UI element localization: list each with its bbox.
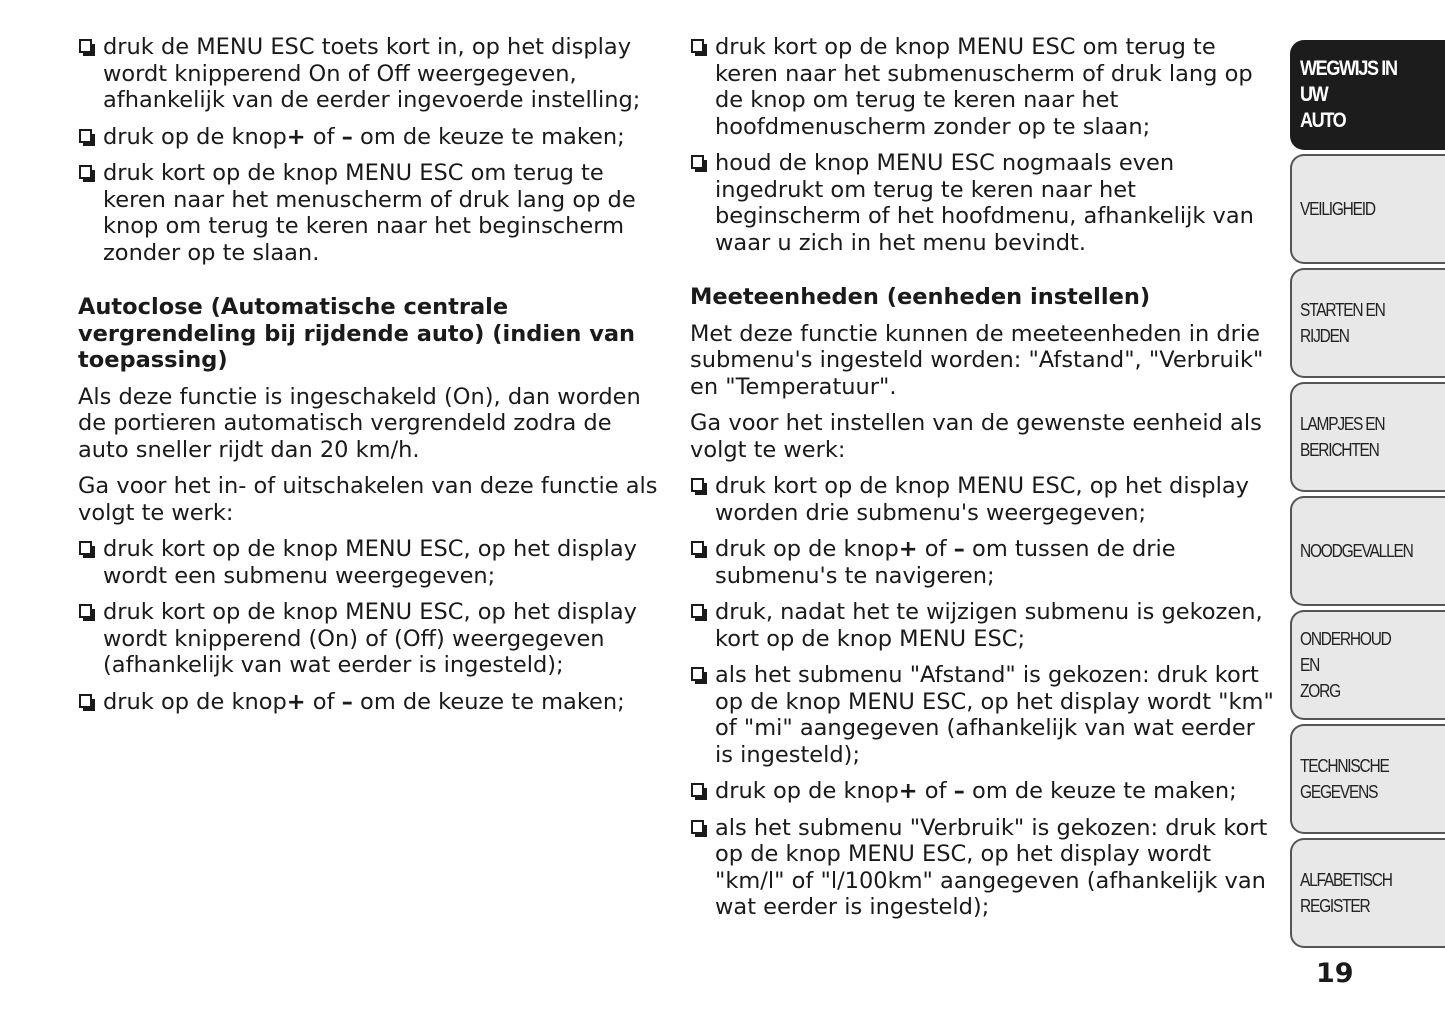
- checkbox-bullet-icon: [79, 604, 92, 618]
- bullet-item: druk kort op de knop MENU ESC om terug te keren naar het menuscherm of druk lang op de knop om terug te keren naar het beginscherm zonder op te slaan.: [78, 160, 668, 266]
- right-column: [690, 34, 1280, 931]
- tab-veiligheid[interactable]: VEILIGHEID: [1290, 154, 1445, 264]
- paragraph: Met deze functie kunnen de meeteenheden in drie submenu's ingesteld worden: "Afstand", "Verbruik" en "Temperatuur".: [690, 320, 1264, 400]
- checkbox-bullet-icon: [691, 478, 704, 492]
- checkbox-bullet-icon: [691, 783, 704, 797]
- checkbox-bullet-icon: [691, 820, 704, 834]
- section-heading-meeteenheden: Meeteenheden (eenheden instellen): [690, 284, 1151, 310]
- tab-noodgevallen[interactable]: NOODGEVALLEN: [1290, 496, 1445, 606]
- page-number: 19: [1316, 958, 1354, 989]
- tab-onderhoud-en-zorg[interactable]: ONDERHOUD EN ZORG: [1290, 610, 1445, 720]
- checkbox-bullet-icon: [79, 129, 92, 143]
- section-tabs: [1290, 40, 1445, 952]
- bullet-item: druk op de knop+ of – om tussen de drie submenu's te navigeren;: [690, 536, 1280, 589]
- section-heading-autoclose: Autoclose (Automatische centrale vergrendeling bij rijdende auto) (indien van toepassing): [78, 294, 636, 373]
- tab-alfabetisch-register[interactable]: ALFABETISCH REGISTER: [1290, 838, 1445, 948]
- bullet-item: houd de knop MENU ESC nogmaals even ingedrukt om terug te keren naar het beginscherm of het hoofdmenu, afhankelijk van waar u zich in het menu bevindt.: [690, 150, 1280, 256]
- paragraph: Als deze functie is ingeschakeld (On), dan worden de portieren automatisch vergrendeld zodra de auto sneller rijdt dan 20 km/h.: [78, 383, 641, 463]
- bullet-item: als het submenu "Verbruik" is gekozen: druk kort op de knop MENU ESC, op het display wordt "km/l" of "l/100km" aangegeven (afhankelijk van wat eerder is ingesteld);: [690, 815, 1280, 921]
- checkbox-bullet-icon: [691, 155, 704, 169]
- tab-starten-en-rijden[interactable]: STARTEN EN RIJDEN: [1290, 268, 1445, 378]
- checkbox-bullet-icon: [691, 667, 704, 681]
- left-column: [78, 34, 668, 725]
- bullet-item: druk, nadat het te wijzigen submenu is gekozen, kort op de knop MENU ESC;: [690, 599, 1280, 652]
- checkbox-bullet-icon: [691, 541, 704, 555]
- bullet-item: druk kort op de knop MENU ESC om terug te keren naar het submenuscherm of druk lang op de knop om terug te keren naar het hoofdmenuscherm zonder op te slaan;: [690, 34, 1280, 140]
- bullet-item: druk op de knop+ of – om de keuze te maken;: [78, 124, 668, 151]
- checkbox-bullet-icon: [79, 541, 92, 555]
- checkbox-bullet-icon: [691, 39, 704, 53]
- bullet-item: druk op de knop+ of – om de keuze te maken;: [690, 778, 1280, 805]
- tab-lampjes-en-berichten[interactable]: LAMPJES EN BERICHTEN: [1290, 382, 1445, 492]
- bullet-item: druk de MENU ESC toets kort in, op het display wordt knipperend On of Off weergegeven, afhankelijk van de eerder ingevoerde instelling;: [78, 34, 668, 114]
- checkbox-bullet-icon: [79, 165, 92, 179]
- bullet-item: druk kort op de knop MENU ESC, op het display wordt knipperend (On) of (Off) weergegeven (afhankelijk van wat eerder is ingesteld);: [78, 599, 668, 679]
- tab-wegwijs-in-uw-auto[interactable]: WEGWIJS IN UW AUTO: [1290, 40, 1445, 150]
- checkbox-bullet-icon: [691, 604, 704, 618]
- checkbox-bullet-icon: [79, 694, 92, 708]
- checkbox-bullet-icon: [79, 39, 92, 53]
- bullet-item: druk op de knop+ of – om de keuze te maken;: [78, 689, 668, 716]
- paragraph: Ga voor het in- of uitschakelen van deze functie als volgt te werk:: [78, 473, 658, 526]
- bullet-item: als het submenu "Afstand" is gekozen: druk kort op de knop MENU ESC, op het display wordt "km" of "mi" aangegeven (afhankelijk van wat eerder is ingesteld);: [690, 662, 1280, 768]
- tab-technische-gegevens[interactable]: TECHNISCHE GEGEVENS: [1290, 724, 1445, 834]
- bullet-item: druk kort op de knop MENU ESC, op het display worden drie submenu's weergegeven;: [690, 473, 1280, 526]
- paragraph: Ga voor het instellen van de gewenste eenheid als volgt te werk:: [690, 410, 1262, 463]
- bullet-item: druk kort op de knop MENU ESC, op het display wordt een submenu weergegeven;: [78, 536, 668, 589]
